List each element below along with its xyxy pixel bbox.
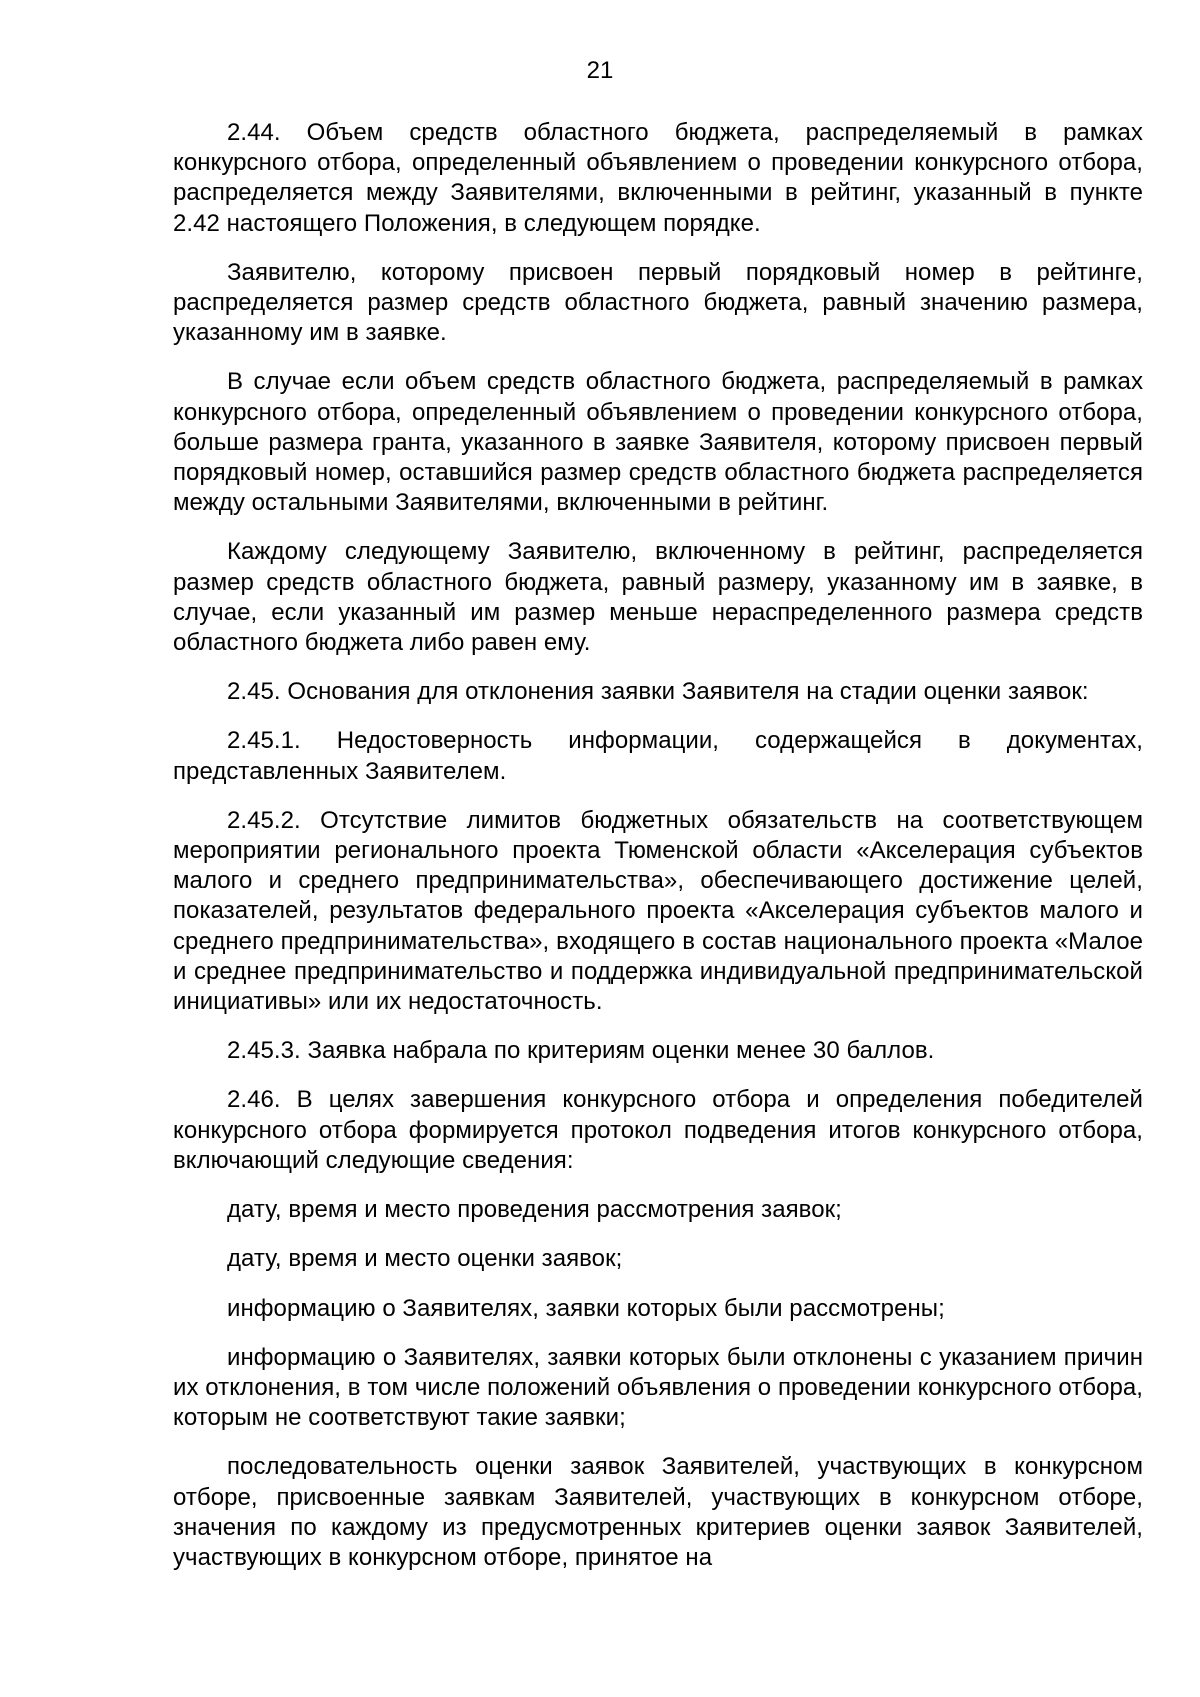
list-item-reviewed-applicants: информацию о Заявителях, заявки которых были рассмотрены; [227, 1294, 945, 1322]
paragraph-2-46: 2.46. В целях завершения конкурсного отбора и определения победителей конкурсного отбора формируется протокол подведения итогов конкурсного отбора, включающий следующие сведения: [173, 1086, 1143, 1174]
list-item-evaluation-sequence: последовательность оценки заявок Заявителей, участвующих в конкурсном отборе, присвоенные заявкам Заявителей, участвующих в конкурсном отборе, значения по каждому из предусмотренных критериев оценки заявок Заявителей, участвующих в конкурсном отборе, принятое на [173, 1453, 1143, 1571]
list-item-review-date: дату, время и место проведения рассмотрения заявок; [227, 1196, 842, 1224]
document-body [173, 118, 1143, 1592]
paragraph-2-45-2: 2.45.2. Отсутствие лимитов бюджетных обязательств на соответствующем мероприятии регионального проекта Тюменской области «Акселерация субъектов малого и среднего предпринимательства», обеспечивающего достижение целей, показателей, результатов федерального проекта «Акселерация субъектов малого и среднего предпринимательства», входящего в состав национального проекта «Малое и среднее предпринимательство и поддержка индивидуальной предпринимательской инициативы» или их недостаточность. [173, 806, 1143, 1016]
paragraph-2-45: 2.45. Основания для отклонения заявки Заявителя на стадии оценки заявок: [227, 678, 1089, 706]
list-item-evaluation-date: дату, время и место оценки заявок; [227, 1245, 623, 1273]
paragraph-remaining-funds: В случае если объем средств областного бюджета, распределяемый в рамках конкурсного отбора, определенный объявлением о проведении конкурсного отбора, больше размера гранта, указанного в заявке Заявителя, которому присвоен первый порядковый номер, оставшийся размер средств областного бюджета распределяется между остальными Заявителями, включенными в рейтинг. [173, 368, 1143, 517]
page-number: 21 [586, 57, 614, 84]
paragraph-next-applicants: Каждому следующему Заявителю, включенному в рейтинг, распределяется размер средств областного бюджета, равный размеру, указанному им в заявке, в случае, если указанный им размер меньше нераспределенного размера средств областного бюджета либо равен ему. [173, 538, 1143, 657]
paragraph-2-44: 2.44. Объем средств областного бюджета, распределяемый в рамках конкурсного отбора, определенный объявлением о проведении конкурсного отбора, распределяется между Заявителями, включенными в рейтинг, указанный в пункте 2.42 настоящего Положения, в следующем порядке. [173, 119, 1143, 237]
paragraph-first-applicant: Заявителю, которому присвоен первый порядковый номер в рейтинге, распределяется размер средств областного бюджета, равный значению размера, указанному им в заявке. [173, 258, 1143, 347]
paragraph-2-45-1: 2.45.1. Недостоверность информации, содержащейся в документах, представленных Заявителем. [173, 727, 1143, 785]
paragraph-2-45-3: 2.45.3. Заявка набрала по критериям оценки менее 30 баллов. [227, 1037, 935, 1065]
list-item-rejected-applicants: информацию о Заявителях, заявки которых были отклонены с указанием причин их отклонения, в том числе положений объявления о проведении конкурсного отбора, которым не соответствуют такие заявки; [173, 1343, 1143, 1432]
